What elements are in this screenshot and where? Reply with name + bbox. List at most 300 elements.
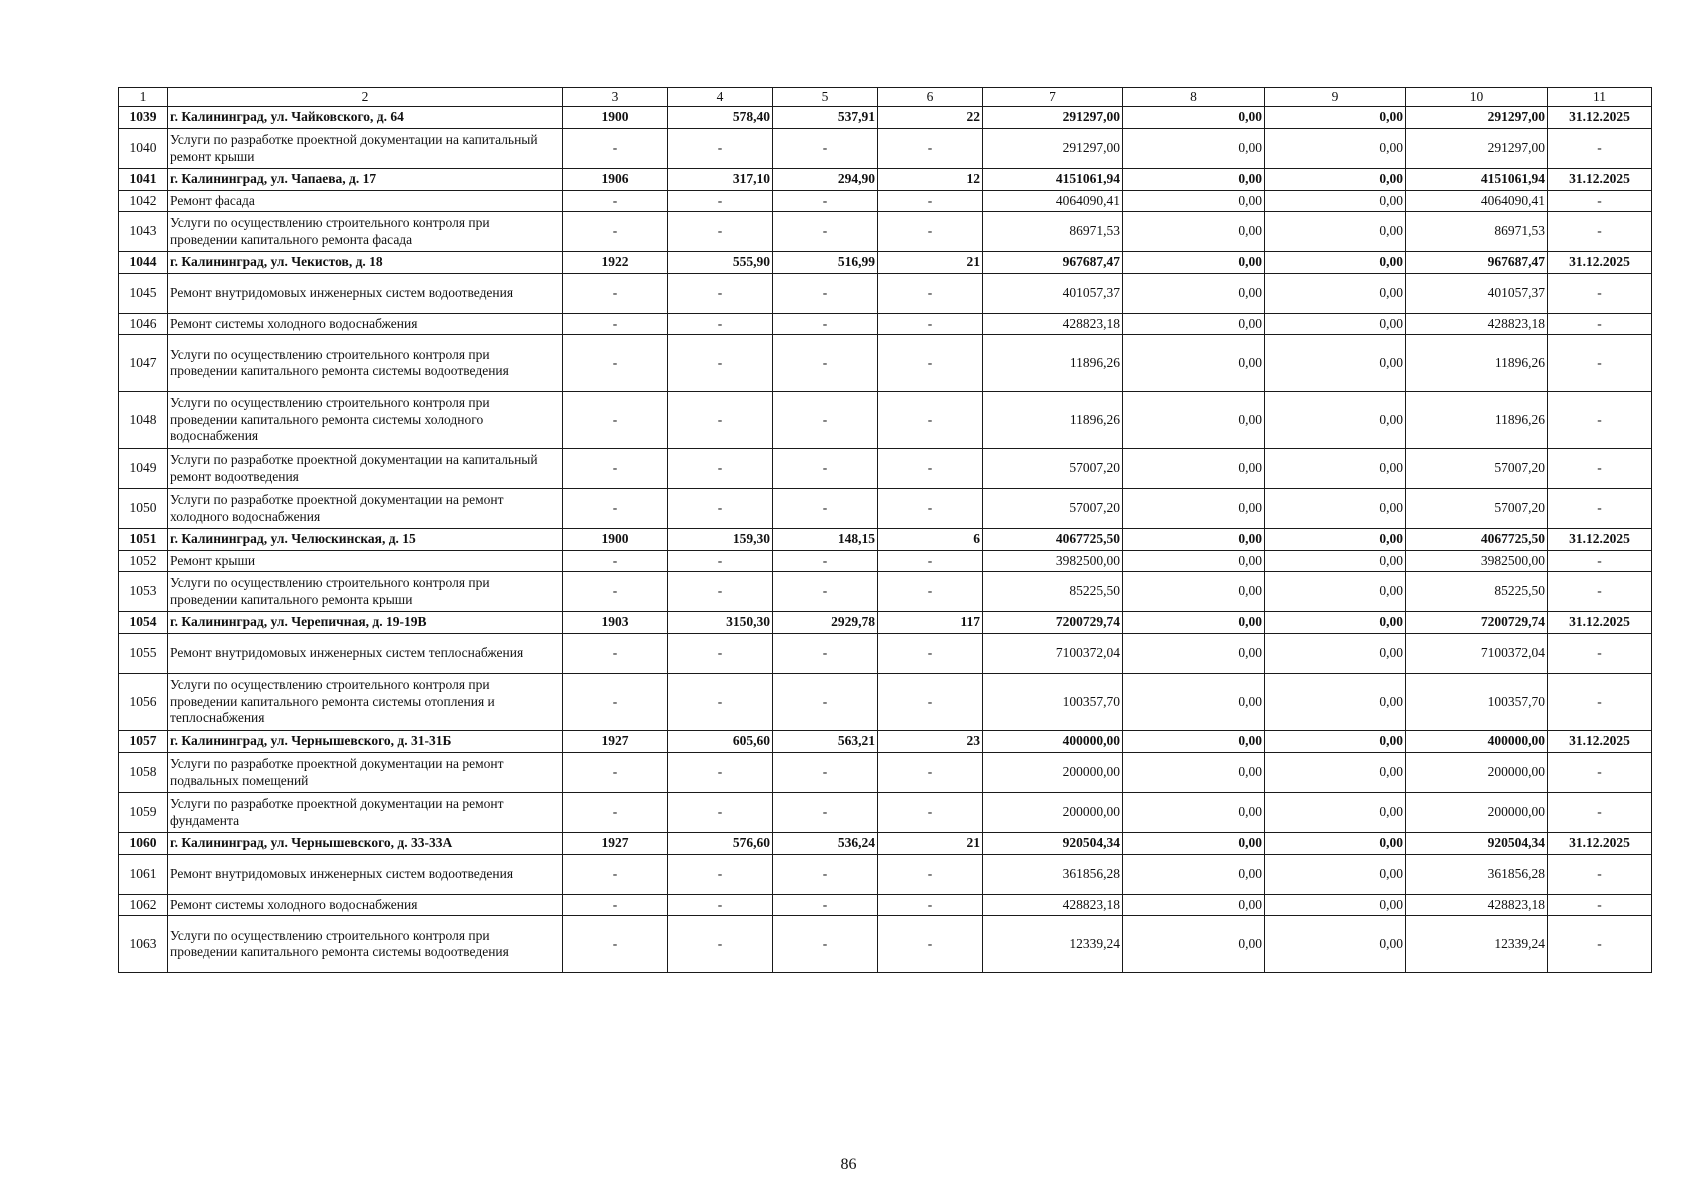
year-cell: -	[563, 392, 668, 449]
total-area-cell: -	[668, 212, 773, 252]
living-area-cell: -	[773, 753, 878, 793]
year-cell: -	[563, 129, 668, 169]
deadline-cell: -	[1548, 449, 1652, 489]
budget-cell: 0,00	[1265, 674, 1406, 731]
object-name: г. Калининград, ул. Челюскинская, д. 15	[168, 529, 563, 551]
total-area-cell: -	[668, 916, 773, 973]
row-number: 1043	[119, 212, 168, 252]
living-area-cell: -	[773, 392, 878, 449]
col-header-2: 2	[168, 88, 563, 107]
living-area-cell: -	[773, 674, 878, 731]
budget-cell: 0,00	[1265, 212, 1406, 252]
living-area-cell: 563,21	[773, 731, 878, 753]
row-number: 1044	[119, 252, 168, 274]
residents-cell: -	[878, 634, 983, 674]
residents-cell: -	[878, 753, 983, 793]
object-name: Ремонт крыши	[168, 551, 563, 572]
budget-cell: 0,00	[1265, 833, 1406, 855]
object-name: Ремонт системы холодного водоснабжения	[168, 314, 563, 335]
work-row	[119, 753, 1652, 793]
budget-cell: 0,00	[1265, 855, 1406, 895]
total-cost-cell: 428823,18	[983, 895, 1123, 916]
fund-cell: 0,00	[1123, 274, 1265, 314]
row-number: 1060	[119, 833, 168, 855]
row-number: 1052	[119, 551, 168, 572]
budget-cell: 0,00	[1265, 129, 1406, 169]
object-name: Услуги по разработке проектной документации на капитальный ремонт крыши	[168, 129, 563, 169]
object-name: Ремонт системы холодного водоснабжения	[168, 895, 563, 916]
object-name: Ремонт внутридомовых инженерных систем теплоснабжения	[168, 634, 563, 674]
row-number: 1049	[119, 449, 168, 489]
owners-funds-cell: 57007,20	[1406, 489, 1548, 529]
fund-cell: 0,00	[1123, 753, 1265, 793]
work-row	[119, 489, 1652, 529]
fund-cell: 0,00	[1123, 551, 1265, 572]
total-cost-cell: 361856,28	[983, 855, 1123, 895]
total-area-cell: 605,60	[668, 731, 773, 753]
total-cost-cell: 291297,00	[983, 107, 1123, 129]
owners-funds-cell: 291297,00	[1406, 129, 1548, 169]
living-area-cell: 2929,78	[773, 612, 878, 634]
living-area-cell: 294,90	[773, 169, 878, 191]
deadline-cell: -	[1548, 274, 1652, 314]
deadline-cell: -	[1548, 753, 1652, 793]
owners-funds-cell: 100357,70	[1406, 674, 1548, 731]
fund-cell: 0,00	[1123, 916, 1265, 973]
total-area-cell: 576,60	[668, 833, 773, 855]
year-cell: -	[563, 572, 668, 612]
budget-cell: 0,00	[1265, 489, 1406, 529]
object-name: г. Калининград, ул. Чекистов, д. 18	[168, 252, 563, 274]
total-area-cell: -	[668, 489, 773, 529]
year-cell: -	[563, 895, 668, 916]
year-cell: 1927	[563, 833, 668, 855]
deadline-cell: 31.12.2025	[1548, 731, 1652, 753]
owners-funds-cell: 57007,20	[1406, 449, 1548, 489]
work-row	[119, 895, 1652, 916]
fund-cell: 0,00	[1123, 895, 1265, 916]
row-number: 1062	[119, 895, 168, 916]
fund-cell: 0,00	[1123, 731, 1265, 753]
object-name: Услуги по разработке проектной документации на ремонт фундамента	[168, 793, 563, 833]
row-number: 1059	[119, 793, 168, 833]
row-number: 1042	[119, 191, 168, 212]
budget-cell: 0,00	[1265, 551, 1406, 572]
residents-cell: -	[878, 916, 983, 973]
budget-cell: 0,00	[1265, 169, 1406, 191]
residents-cell: 12	[878, 169, 983, 191]
deadline-cell: 31.12.2025	[1548, 612, 1652, 634]
address-row	[119, 529, 1652, 551]
fund-cell: 0,00	[1123, 489, 1265, 529]
col-header-3: 3	[563, 88, 668, 107]
year-cell: -	[563, 551, 668, 572]
budget-cell: 0,00	[1265, 191, 1406, 212]
deadline-cell: -	[1548, 392, 1652, 449]
total-cost-cell: 967687,47	[983, 252, 1123, 274]
fund-cell: 0,00	[1123, 252, 1265, 274]
deadline-cell: -	[1548, 129, 1652, 169]
object-name: г. Калининград, ул. Черепичная, д. 19-19В	[168, 612, 563, 634]
object-name: Ремонт внутридомовых инженерных систем водоотведения	[168, 855, 563, 895]
owners-funds-cell: 401057,37	[1406, 274, 1548, 314]
fund-cell: 0,00	[1123, 169, 1265, 191]
total-area-cell: -	[668, 191, 773, 212]
living-area-cell: -	[773, 274, 878, 314]
address-row	[119, 252, 1652, 274]
address-row	[119, 612, 1652, 634]
owners-funds-cell: 4064090,41	[1406, 191, 1548, 212]
owners-funds-cell: 200000,00	[1406, 753, 1548, 793]
total-area-cell: -	[668, 793, 773, 833]
deadline-cell: -	[1548, 895, 1652, 916]
deadline-cell: -	[1548, 551, 1652, 572]
row-number: 1045	[119, 274, 168, 314]
owners-funds-cell: 400000,00	[1406, 731, 1548, 753]
living-area-cell: -	[773, 551, 878, 572]
owners-funds-cell: 920504,34	[1406, 833, 1548, 855]
col-header-10: 10	[1406, 88, 1548, 107]
work-row	[119, 335, 1652, 392]
total-area-cell: 317,10	[668, 169, 773, 191]
residents-cell: -	[878, 449, 983, 489]
owners-funds-cell: 7200729,74	[1406, 612, 1548, 634]
total-area-cell: -	[668, 449, 773, 489]
owners-funds-cell: 4151061,94	[1406, 169, 1548, 191]
residents-cell: -	[878, 191, 983, 212]
object-name: Услуги по осуществлению строительного контроля при проведении капитального ремонта крыши	[168, 572, 563, 612]
total-area-cell: -	[668, 392, 773, 449]
year-cell: 1922	[563, 252, 668, 274]
living-area-cell: -	[773, 855, 878, 895]
fund-cell: 0,00	[1123, 529, 1265, 551]
year-cell: -	[563, 489, 668, 529]
total-area-cell: 159,30	[668, 529, 773, 551]
address-row	[119, 107, 1652, 129]
total-cost-cell: 4151061,94	[983, 169, 1123, 191]
total-cost-cell: 86971,53	[983, 212, 1123, 252]
row-number: 1041	[119, 169, 168, 191]
fund-cell: 0,00	[1123, 634, 1265, 674]
row-number: 1039	[119, 107, 168, 129]
budget-cell: 0,00	[1265, 612, 1406, 634]
work-row	[119, 274, 1652, 314]
residents-cell: -	[878, 793, 983, 833]
residents-cell: -	[878, 314, 983, 335]
budget-cell: 0,00	[1265, 916, 1406, 973]
object-name: г. Калининград, ул. Чернышевского, д. 33-33А	[168, 833, 563, 855]
budget-cell: 0,00	[1265, 335, 1406, 392]
residents-cell: -	[878, 489, 983, 529]
page-number: 86	[840, 1156, 857, 1173]
total-cost-cell: 291297,00	[983, 129, 1123, 169]
total-area-cell: 578,40	[668, 107, 773, 129]
fund-cell: 0,00	[1123, 572, 1265, 612]
row-number: 1040	[119, 129, 168, 169]
object-name: Услуги по осуществлению строительного контроля при проведении капитального ремонта системы водоотведения	[168, 335, 563, 392]
year-cell: -	[563, 793, 668, 833]
col-header-1: 1	[119, 88, 168, 107]
total-cost-cell: 11896,26	[983, 335, 1123, 392]
work-row	[119, 129, 1652, 169]
living-area-cell: -	[773, 793, 878, 833]
budget-cell: 0,00	[1265, 392, 1406, 449]
year-cell: -	[563, 674, 668, 731]
budget-cell: 0,00	[1265, 634, 1406, 674]
owners-funds-cell: 11896,26	[1406, 335, 1548, 392]
living-area-cell: -	[773, 212, 878, 252]
year-cell: -	[563, 274, 668, 314]
living-area-cell: -	[773, 634, 878, 674]
col-header-4: 4	[668, 88, 773, 107]
total-cost-cell: 11896,26	[983, 392, 1123, 449]
residents-cell: 23	[878, 731, 983, 753]
residents-cell: -	[878, 674, 983, 731]
address-row	[119, 833, 1652, 855]
budget-cell: 0,00	[1265, 529, 1406, 551]
row-number: 1061	[119, 855, 168, 895]
fund-cell: 0,00	[1123, 129, 1265, 169]
total-area-cell: -	[668, 634, 773, 674]
total-area-cell: 555,90	[668, 252, 773, 274]
living-area-cell: -	[773, 335, 878, 392]
year-cell: -	[563, 314, 668, 335]
row-number: 1054	[119, 612, 168, 634]
total-cost-cell: 57007,20	[983, 489, 1123, 529]
object-name: Ремонт фасада	[168, 191, 563, 212]
total-area-cell: -	[668, 572, 773, 612]
residents-cell: 6	[878, 529, 983, 551]
work-row	[119, 314, 1652, 335]
row-number: 1057	[119, 731, 168, 753]
total-cost-cell: 401057,37	[983, 274, 1123, 314]
object-name: Услуги по осуществлению строительного контроля при проведении капитального ремонта фасада	[168, 212, 563, 252]
total-cost-cell: 7200729,74	[983, 612, 1123, 634]
deadline-cell: -	[1548, 916, 1652, 973]
year-cell: 1900	[563, 107, 668, 129]
year-cell: -	[563, 753, 668, 793]
owners-funds-cell: 428823,18	[1406, 895, 1548, 916]
residents-cell: 22	[878, 107, 983, 129]
total-cost-cell: 200000,00	[983, 793, 1123, 833]
living-area-cell: -	[773, 572, 878, 612]
owners-funds-cell: 86971,53	[1406, 212, 1548, 252]
deadline-cell: 31.12.2025	[1548, 107, 1652, 129]
total-cost-cell: 7100372,04	[983, 634, 1123, 674]
fund-cell: 0,00	[1123, 107, 1265, 129]
total-cost-cell: 85225,50	[983, 572, 1123, 612]
col-header-9: 9	[1265, 88, 1406, 107]
living-area-cell: 148,15	[773, 529, 878, 551]
residents-cell: -	[878, 212, 983, 252]
table-body	[119, 88, 1652, 973]
budget-cell: 0,00	[1265, 107, 1406, 129]
total-cost-cell: 3982500,00	[983, 551, 1123, 572]
work-row	[119, 855, 1652, 895]
budget-cell: 0,00	[1265, 895, 1406, 916]
column-number-row	[119, 88, 1652, 107]
work-row	[119, 572, 1652, 612]
work-row	[119, 551, 1652, 572]
living-area-cell: -	[773, 191, 878, 212]
year-cell: -	[563, 449, 668, 489]
work-row	[119, 916, 1652, 973]
total-cost-cell: 4067725,50	[983, 529, 1123, 551]
work-row	[119, 212, 1652, 252]
object-name: Услуги по осуществлению строительного контроля при проведении капитального ремонта системы отопления и теплоснабжения	[168, 674, 563, 731]
deadline-cell: -	[1548, 855, 1652, 895]
col-header-6: 6	[878, 88, 983, 107]
fund-cell: 0,00	[1123, 335, 1265, 392]
fund-cell: 0,00	[1123, 449, 1265, 489]
work-row	[119, 392, 1652, 449]
year-cell: -	[563, 855, 668, 895]
object-name: Услуги по разработке проектной документации на капитальный ремонт водоотведения	[168, 449, 563, 489]
living-area-cell: -	[773, 895, 878, 916]
year-cell: 1927	[563, 731, 668, 753]
deadline-cell: -	[1548, 572, 1652, 612]
owners-funds-cell: 967687,47	[1406, 252, 1548, 274]
deadline-cell: 31.12.2025	[1548, 169, 1652, 191]
object-name: Ремонт внутридомовых инженерных систем водоотведения	[168, 274, 563, 314]
row-number: 1047	[119, 335, 168, 392]
deadline-cell: -	[1548, 212, 1652, 252]
program-table	[118, 87, 1652, 973]
budget-cell: 0,00	[1265, 731, 1406, 753]
fund-cell: 0,00	[1123, 833, 1265, 855]
row-number: 1056	[119, 674, 168, 731]
object-name: г. Калининград, ул. Чайковского, д. 64	[168, 107, 563, 129]
row-number: 1046	[119, 314, 168, 335]
year-cell: -	[563, 634, 668, 674]
total-area-cell: -	[668, 274, 773, 314]
owners-funds-cell: 200000,00	[1406, 793, 1548, 833]
object-name: Услуги по осуществлению строительного контроля при проведении капитального ремонта системы водоотведения	[168, 916, 563, 973]
deadline-cell: -	[1548, 634, 1652, 674]
total-cost-cell: 428823,18	[983, 314, 1123, 335]
owners-funds-cell: 12339,24	[1406, 916, 1548, 973]
owners-funds-cell: 11896,26	[1406, 392, 1548, 449]
deadline-cell: -	[1548, 489, 1652, 529]
fund-cell: 0,00	[1123, 674, 1265, 731]
year-cell: -	[563, 335, 668, 392]
total-cost-cell: 12339,24	[983, 916, 1123, 973]
total-cost-cell: 920504,34	[983, 833, 1123, 855]
residents-cell: -	[878, 895, 983, 916]
col-header-7: 7	[983, 88, 1123, 107]
residents-cell: -	[878, 274, 983, 314]
year-cell: 1903	[563, 612, 668, 634]
owners-funds-cell: 85225,50	[1406, 572, 1548, 612]
row-number: 1050	[119, 489, 168, 529]
deadline-cell: -	[1548, 314, 1652, 335]
budget-cell: 0,00	[1265, 572, 1406, 612]
year-cell: -	[563, 916, 668, 973]
total-area-cell: -	[668, 674, 773, 731]
row-number: 1063	[119, 916, 168, 973]
work-row	[119, 674, 1652, 731]
total-area-cell: -	[668, 753, 773, 793]
budget-cell: 0,00	[1265, 753, 1406, 793]
residents-cell: -	[878, 335, 983, 392]
work-row	[119, 191, 1652, 212]
object-name: Услуги по разработке проектной документации на ремонт холодного водоснабжения	[168, 489, 563, 529]
total-area-cell: -	[668, 551, 773, 572]
owners-funds-cell: 7100372,04	[1406, 634, 1548, 674]
owners-funds-cell: 4067725,50	[1406, 529, 1548, 551]
deadline-cell: -	[1548, 674, 1652, 731]
owners-funds-cell: 428823,18	[1406, 314, 1548, 335]
living-area-cell: -	[773, 489, 878, 529]
residents-cell: -	[878, 572, 983, 612]
year-cell: -	[563, 191, 668, 212]
total-cost-cell: 100357,70	[983, 674, 1123, 731]
year-cell: 1906	[563, 169, 668, 191]
budget-cell: 0,00	[1265, 793, 1406, 833]
total-area-cell: -	[668, 895, 773, 916]
col-header-8: 8	[1123, 88, 1265, 107]
living-area-cell: -	[773, 129, 878, 169]
object-name: Услуги по разработке проектной документации на ремонт подвальных помещений	[168, 753, 563, 793]
total-cost-cell: 57007,20	[983, 449, 1123, 489]
living-area-cell: 536,24	[773, 833, 878, 855]
object-name: г. Калининград, ул. Чапаева, д. 17	[168, 169, 563, 191]
row-number: 1053	[119, 572, 168, 612]
object-name: г. Калининград, ул. Чернышевского, д. 31-31Б	[168, 731, 563, 753]
total-cost-cell: 200000,00	[983, 753, 1123, 793]
year-cell: 1900	[563, 529, 668, 551]
budget-cell: 0,00	[1265, 274, 1406, 314]
residents-cell: -	[878, 129, 983, 169]
row-number: 1055	[119, 634, 168, 674]
deadline-cell: -	[1548, 191, 1652, 212]
owners-funds-cell: 361856,28	[1406, 855, 1548, 895]
total-area-cell: -	[668, 335, 773, 392]
deadline-cell: 31.12.2025	[1548, 833, 1652, 855]
residents-cell: -	[878, 855, 983, 895]
fund-cell: 0,00	[1123, 191, 1265, 212]
total-cost-cell: 400000,00	[983, 731, 1123, 753]
col-header-11: 11	[1548, 88, 1652, 107]
total-area-cell: -	[668, 314, 773, 335]
total-area-cell: -	[668, 129, 773, 169]
total-area-cell: 3150,30	[668, 612, 773, 634]
residents-cell: 117	[878, 612, 983, 634]
fund-cell: 0,00	[1123, 793, 1265, 833]
residents-cell: -	[878, 551, 983, 572]
address-row	[119, 169, 1652, 191]
budget-cell: 0,00	[1265, 449, 1406, 489]
object-name: Услуги по осуществлению строительного контроля при проведении капитального ремонта системы холодного водоснабжения	[168, 392, 563, 449]
living-area-cell: -	[773, 314, 878, 335]
total-area-cell: -	[668, 855, 773, 895]
fund-cell: 0,00	[1123, 612, 1265, 634]
address-row	[119, 731, 1652, 753]
living-area-cell: 537,91	[773, 107, 878, 129]
fund-cell: 0,00	[1123, 392, 1265, 449]
fund-cell: 0,00	[1123, 212, 1265, 252]
owners-funds-cell: 3982500,00	[1406, 551, 1548, 572]
budget-cell: 0,00	[1265, 314, 1406, 335]
living-area-cell: -	[773, 916, 878, 973]
deadline-cell: -	[1548, 793, 1652, 833]
deadline-cell: -	[1548, 335, 1652, 392]
fund-cell: 0,00	[1123, 855, 1265, 895]
residents-cell: -	[878, 392, 983, 449]
work-row	[119, 793, 1652, 833]
total-cost-cell: 4064090,41	[983, 191, 1123, 212]
deadline-cell: 31.12.2025	[1548, 252, 1652, 274]
